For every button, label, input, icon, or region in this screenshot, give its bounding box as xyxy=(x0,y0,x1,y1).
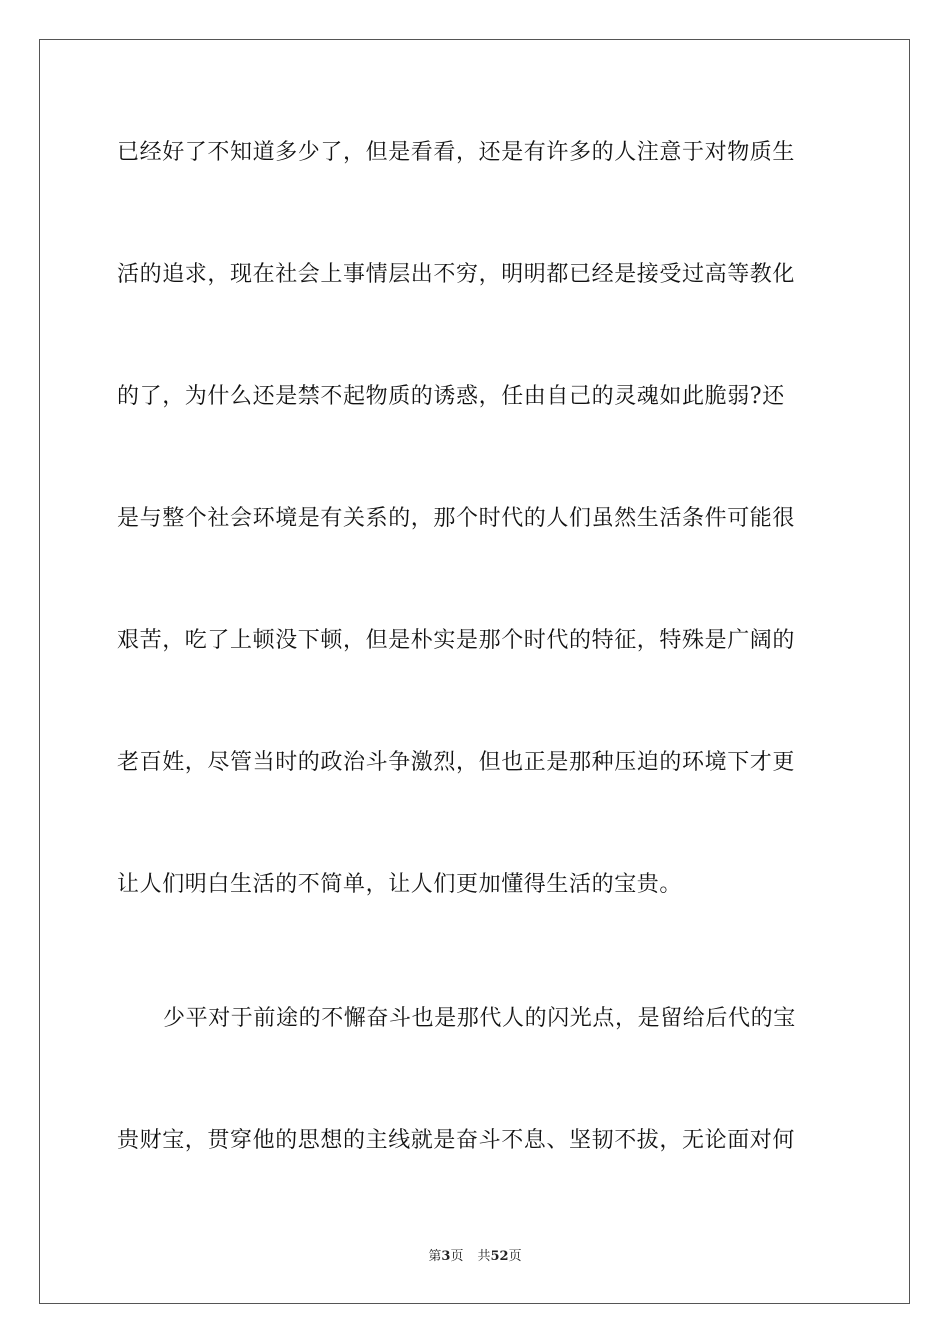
total-pages: 52 xyxy=(490,1249,509,1264)
page-border xyxy=(39,39,910,1304)
text-line-2: 活的追求，现在社会上事情层出不穷，明明都已经是接受过高等教化 xyxy=(117,262,796,287)
page-number: 3 xyxy=(441,1249,451,1264)
text-line-7: 让人们明白生活的不简单，让人们更加懂得生活的宝贵。 xyxy=(117,872,683,897)
page-label-prefix: 第 xyxy=(428,1249,442,1264)
paragraph-2-line-1: 少平对于前途的不懈奋斗也是那代人的闪光点，是留给后代的宝 xyxy=(163,1006,796,1031)
page-footer xyxy=(0,1248,950,1266)
text-line-1: 已经好了不知道多少了，但是看看，还是有许多的人注意于对物质生 xyxy=(117,140,796,165)
total-label-prefix: 共 xyxy=(477,1249,491,1264)
text-line-5: 艰苦，吃了上顿没下顿，但是朴实是那个时代的特征，特殊是广阔的 xyxy=(117,628,796,653)
text-line-4: 是与整个社会环境是有关系的，那个时代的人们虽然生活条件可能很 xyxy=(117,506,796,531)
text-line-3: 的了，为什么还是禁不起物质的诱惑，任由自己的灵魂如此脆弱?还 xyxy=(117,384,785,409)
page-label-suffix: 页 xyxy=(450,1249,464,1264)
text-line-6: 老百姓，尽管当时的政治斗争激烈，但也正是那种压迫的环境下才更 xyxy=(117,750,796,775)
total-label-suffix: 页 xyxy=(508,1249,522,1264)
paragraph-2-line-2: 贵财宝，贯穿他的思想的主线就是奋斗不息、坚韧不拔，无论面对何 xyxy=(117,1128,796,1153)
